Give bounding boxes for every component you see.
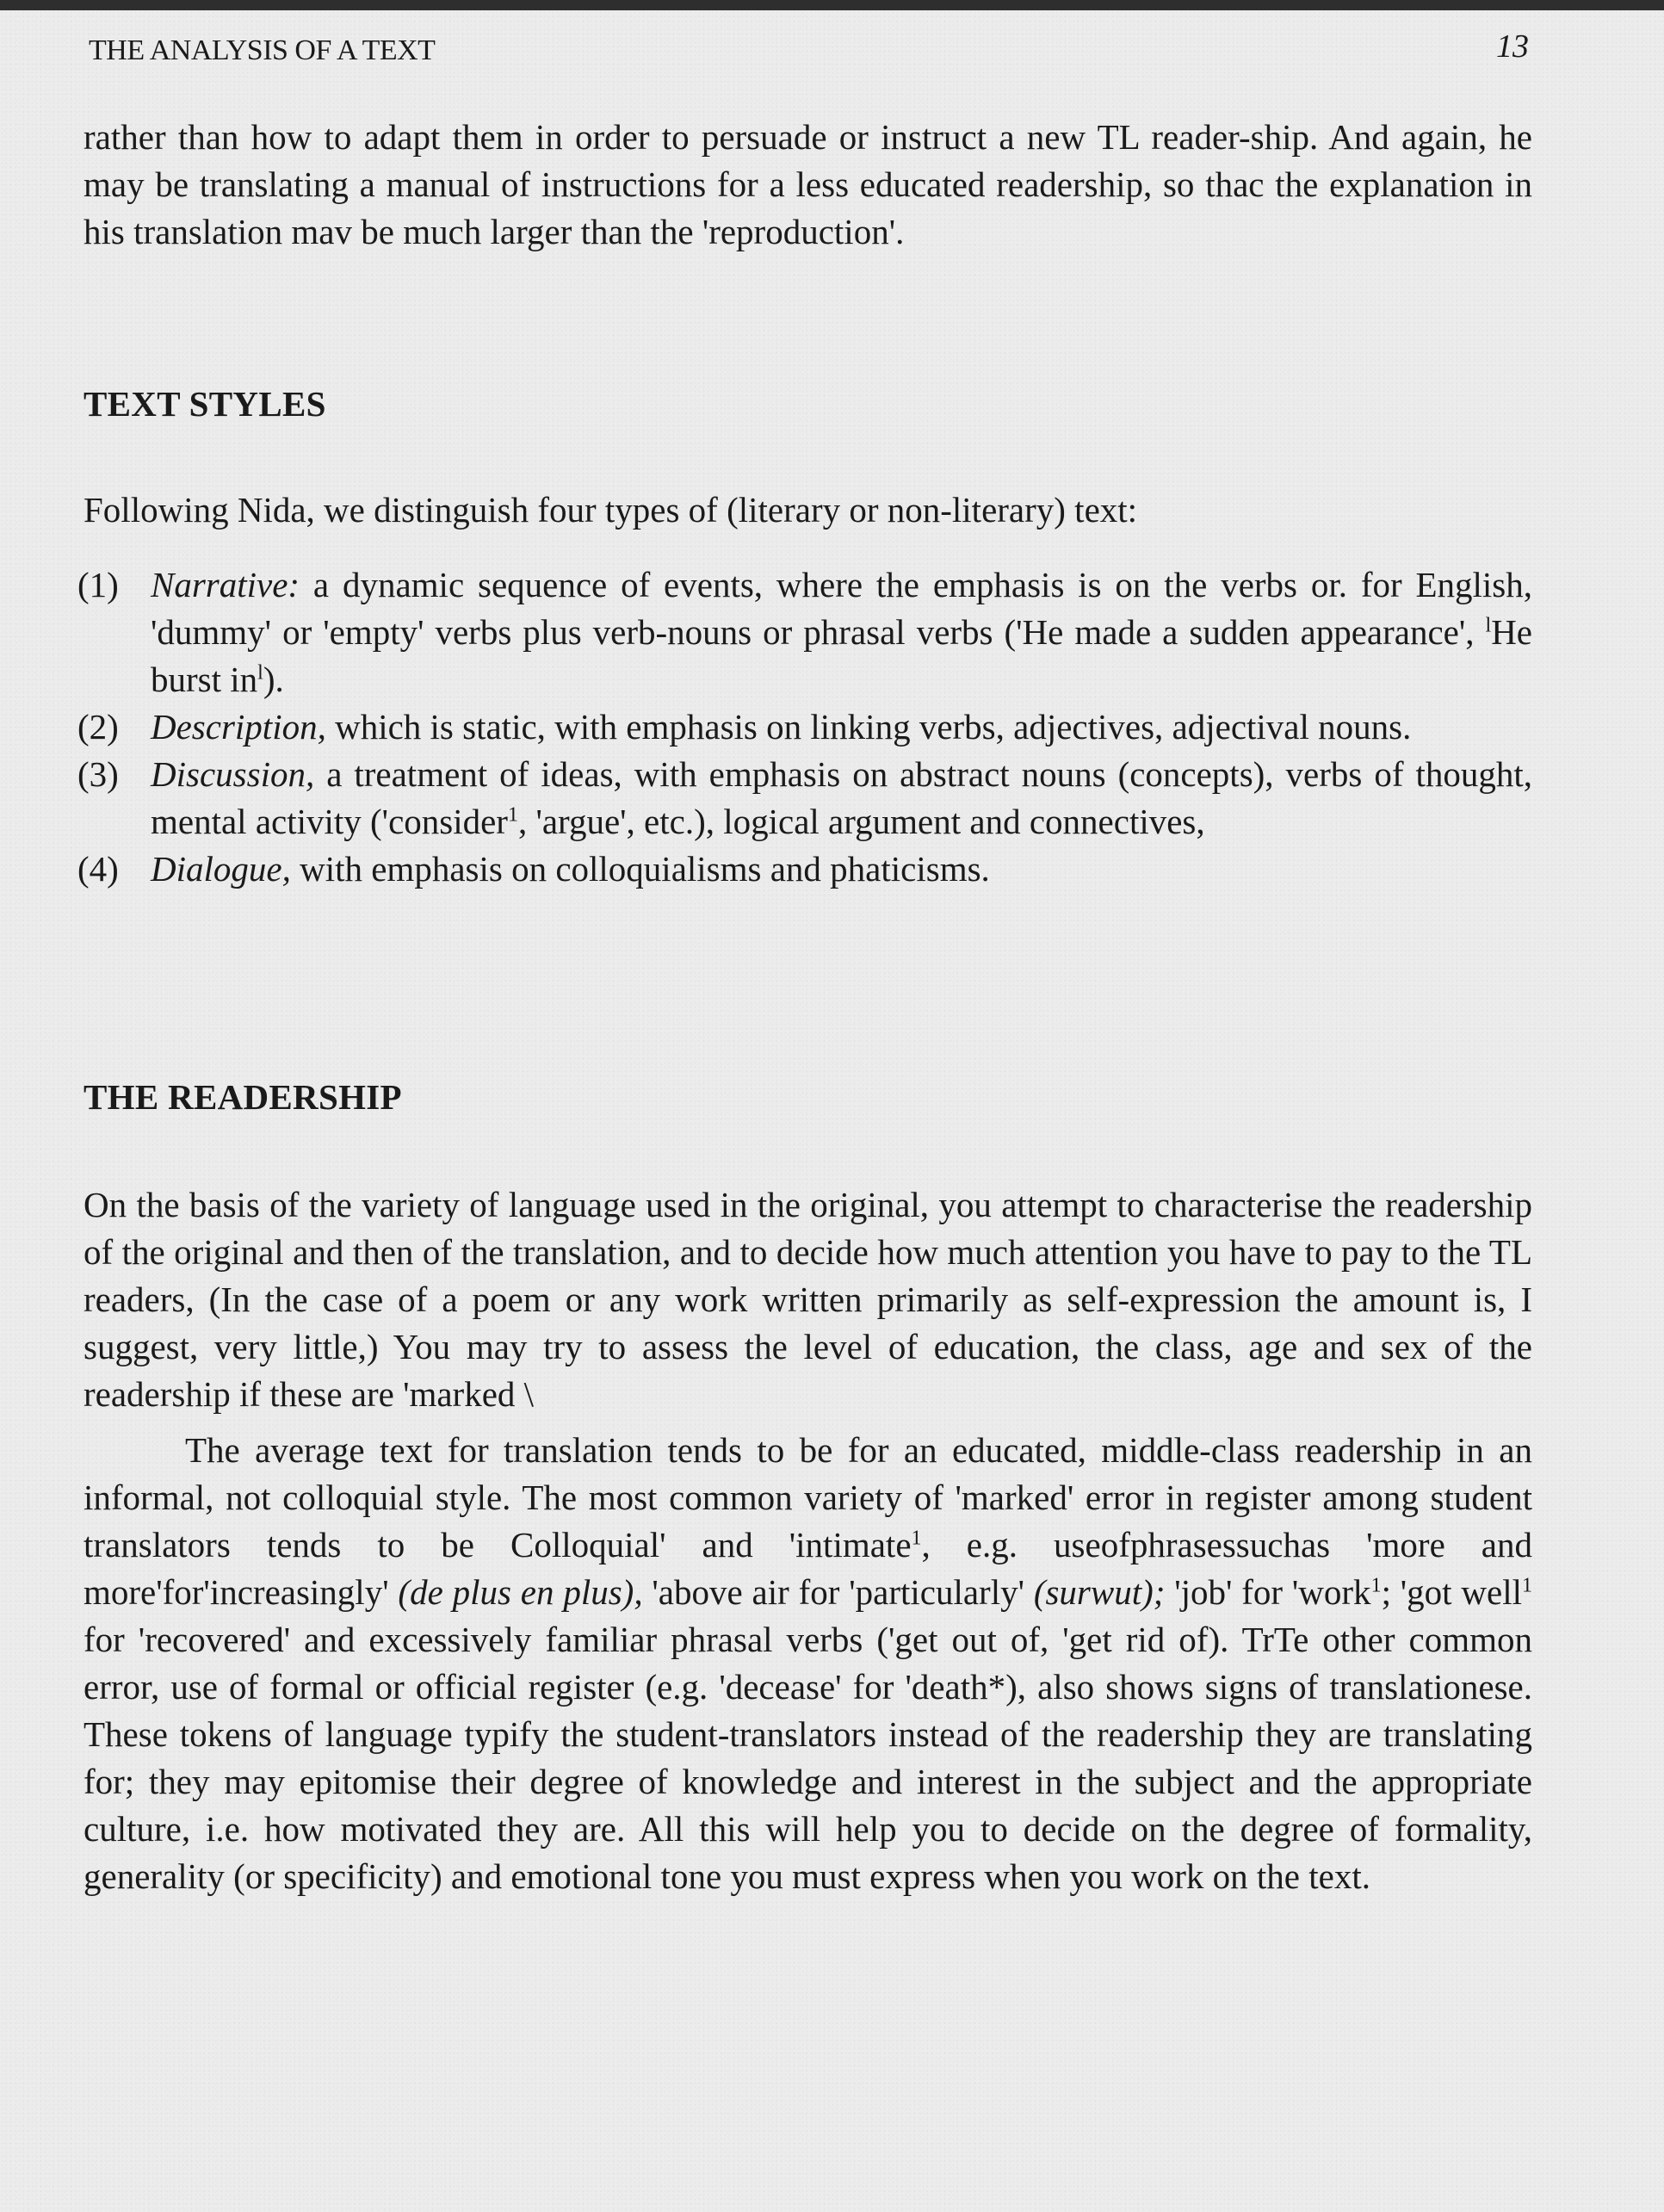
list-item-body	[151, 703, 1532, 751]
window-top-edge	[0, 0, 1664, 10]
list-item-body	[151, 751, 1532, 846]
list-item-text: which is static, with emphasis on linking verbs, adjectives, adjectival nouns.	[325, 707, 1412, 747]
list-item-text: a dynamic sequence of events, where the emphasis is on the verbs or. for English, 'dummy' or 'empty' verbs plus verb-nouns or phrasal verbs ('He made a sudden appearance',	[151, 565, 1532, 652]
italic-phrase: (surwut);	[1033, 1572, 1166, 1612]
footnote-mark: l	[1485, 614, 1492, 637]
list-item-text: with emphasis on colloquialisms and phaticisms.	[290, 849, 990, 889]
text-styles-lead: Following Nida, we distinguish four types of (literary or non-literary) text:	[84, 490, 1138, 530]
list-item-text: ).	[263, 660, 284, 699]
list-item-body	[151, 846, 1532, 893]
section-heading-text-styles: TEXT STYLES	[84, 384, 326, 424]
list-item-term: Description,	[151, 707, 326, 747]
list-item	[77, 846, 1532, 893]
paragraph-text: ; 'got well	[1381, 1572, 1522, 1612]
footnote-mark: 1	[911, 1527, 922, 1550]
list-item-term: Discussion,	[151, 754, 315, 794]
section-heading-readership: THE READERSHIP	[84, 1077, 402, 1117]
list-item-number: (1)	[77, 565, 119, 604]
footnote-mark: 1	[507, 803, 518, 827]
footnote-mark: 1	[1522, 1574, 1532, 1597]
running-head: THE ANALYSIS OF A TEXT	[89, 34, 436, 66]
footnote-mark: 1	[1370, 1574, 1382, 1597]
page-number: 13	[1496, 28, 1529, 65]
intro-paragraph: rather than how to adapt them in order to persuade or instruct a new TL reader-ship. And again, he may be translating a manual of instructions for a less educated readership, so thac the explanation in his translation mav be much larger than the 'reproduction'.	[84, 117, 1532, 251]
list-item-number: (3)	[77, 754, 119, 794]
list-item-number: (2)	[77, 707, 119, 747]
paragraph-text: The average text for translation tends to be for an educated, middle-class readership in an informal, not colloquial style. The most common variety of 'marked' error in register among student translators tends to be Colloquial' and 'intimate	[84, 1430, 1532, 1565]
paragraph-text: , e.g. useofphrasessuchas 'more and more'for'increasingly'	[84, 1525, 1532, 1612]
book-page	[0, 10, 1664, 2212]
list-item-text: a treatment of ideas, with emphasis on abstract nouns (concepts), verbs of thought, mental activity ('consider	[151, 754, 1532, 841]
list-item-text: , 'argue', etc.), logical argument and connectives,	[517, 802, 1205, 841]
list-item	[77, 703, 1532, 751]
list-item-body	[151, 561, 1532, 703]
readership-paragraph: On the basis of the variety of language used in the original, you attempt to characterise the readership of the original and then of the translation, and to decide how much attention you have to pay to the TL readers, (In the case of a poem or any work written primarily as self-expression the amount is, I suggest, very little,) You may try to assess the level of education, the class, age and sex of the readership if these are 'marked \	[84, 1185, 1532, 1414]
list-item-number: (4)	[77, 849, 119, 889]
list-item	[77, 561, 1532, 703]
list-item-text: He burst in	[151, 612, 1532, 699]
paragraph-text: 'job' for 'work	[1165, 1572, 1371, 1612]
text-types-list	[77, 561, 1532, 893]
list-item-term: Dialogue,	[151, 849, 291, 889]
italic-phrase: (de plus en plus),	[398, 1572, 643, 1612]
paragraph-text: 'above air for 'particularly'	[642, 1572, 1034, 1612]
list-item	[77, 751, 1532, 846]
paragraph-text: for 'recovered' and excessively familiar phrasal verbs ('get out of, 'get rid of). TrTe other common error, use of formal or official register (e.g. 'decease' for 'death*), also shows signs of translationese. These tokens of language typify the student-translators instead of the readership they are translating for; they may epitomise their degree of knowledge and interest in the subject and the appropriate culture, i.e. how motivated they are. All this will help you to decide on the degree of formality, generality (or specificity) and emotional tone you must express when you work on the text.	[84, 1620, 1532, 1896]
footnote-mark: l	[257, 661, 263, 685]
list-item-term: Narrative:	[151, 565, 300, 604]
average-text-paragraph	[84, 1427, 1532, 1900]
